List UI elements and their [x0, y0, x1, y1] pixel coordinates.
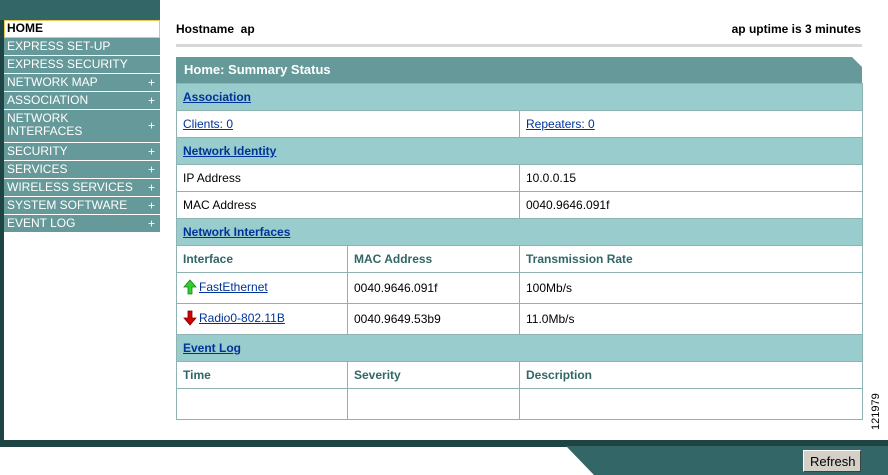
table-row	[177, 165, 863, 192]
sidebar-item-home[interactable]	[4, 20, 160, 38]
panel-title: Home: Summary Status	[176, 57, 862, 83]
network-identity-link[interactable]: Network Identity	[183, 144, 277, 158]
interface-rate: 100Mb/s	[520, 273, 863, 304]
table-header-row	[177, 362, 863, 389]
sidebar-item-label: ASSOCIATION	[7, 93, 89, 107]
mac-address-label: MAC Address	[177, 192, 520, 219]
sidebar-item-label: EXPRESS SET-UP	[7, 39, 111, 53]
hostname-label: Hostname ap	[176, 22, 255, 36]
sidebar-item-label: WIRELESS SERVICES	[7, 180, 133, 194]
expand-icon[interactable]: +	[147, 198, 155, 212]
sidebar-item-event-log[interactable]	[4, 215, 160, 233]
column-header: MAC Address	[348, 246, 520, 273]
column-header: Description	[520, 362, 863, 389]
column-header: Time	[177, 362, 348, 389]
sidebar-item-label: SECURITY	[7, 144, 68, 158]
sidebar-item-express-security[interactable]	[4, 56, 160, 74]
arrow-up-icon	[183, 279, 197, 295]
association-link[interactable]: Association	[183, 90, 252, 104]
section-association	[177, 84, 863, 111]
expand-icon[interactable]: +	[147, 93, 155, 107]
section-event-log	[177, 335, 863, 362]
sidebar-item-security[interactable]	[4, 143, 160, 161]
empty-cell	[520, 389, 863, 420]
table-row	[177, 304, 863, 335]
sidebar-item-label: SERVICES	[7, 162, 68, 176]
interface-radio-link[interactable]: Radio0-802.11B	[199, 310, 285, 325]
figure-number: 121979	[870, 393, 882, 430]
table-row	[177, 111, 863, 138]
sidebar-item-label: HOME	[7, 21, 43, 35]
sidebar-item-services[interactable]	[4, 161, 160, 179]
mac-address-value: 0040.9646.091f	[520, 192, 863, 219]
sidebar-item-express-setup[interactable]	[4, 38, 160, 56]
ip-address-value: 10.0.0.15	[520, 165, 863, 192]
arrow-down-icon	[183, 310, 197, 326]
uptime-label: ap uptime is 3 minutes	[731, 22, 861, 36]
summary-status-panel	[176, 57, 862, 420]
section-network-identity	[177, 138, 863, 165]
column-header: Transmission Rate	[520, 246, 863, 273]
column-header: Interface	[177, 246, 348, 273]
column-header: Severity	[348, 362, 520, 389]
sidebar-item-network-map[interactable]	[4, 74, 160, 92]
interface-fastethernet-link[interactable]: FastEthernet	[199, 279, 268, 294]
expand-icon[interactable]: +	[147, 162, 155, 176]
table-header-row	[177, 246, 863, 273]
expand-icon[interactable]: +	[147, 216, 155, 230]
expand-icon[interactable]: +	[147, 180, 155, 194]
header-divider	[176, 44, 862, 47]
clients-link[interactable]: Clients: 0	[183, 117, 234, 131]
interface-mac: 0040.9646.091f	[348, 273, 520, 304]
interface-mac: 0040.9649.53b9	[348, 304, 520, 335]
summary-table	[176, 83, 863, 420]
ip-address-label: IP Address	[177, 165, 520, 192]
sidebar-item-system-software[interactable]	[4, 197, 160, 215]
interface-rate: 11.0Mb/s	[520, 304, 863, 335]
expand-icon[interactable]: +	[147, 118, 155, 133]
expand-icon[interactable]: +	[147, 75, 155, 89]
empty-cell	[348, 389, 520, 420]
sidebar-item-label: NETWORK INTERFACES	[7, 111, 83, 138]
sidebar-item-wireless-services[interactable]	[4, 179, 160, 197]
sidebar-item-label: EVENT LOG	[7, 216, 76, 230]
table-row	[177, 192, 863, 219]
section-network-interfaces	[177, 219, 863, 246]
sidebar-menu	[4, 20, 160, 233]
repeaters-link[interactable]: Repeaters: 0	[526, 117, 595, 131]
sidebar-item-association[interactable]	[4, 92, 160, 110]
empty-cell	[177, 389, 348, 420]
sidebar-item-label: NETWORK MAP	[7, 75, 98, 89]
refresh-button[interactable]: Refresh	[803, 450, 861, 472]
footer-left	[0, 447, 566, 475]
sidebar-item-network-interfaces[interactable]	[4, 110, 160, 143]
sidebar-item-label: SYSTEM SOFTWARE	[7, 198, 128, 212]
event-log-link[interactable]: Event Log	[183, 341, 242, 355]
sidebar-header-tab	[0, 0, 160, 20]
footer-bar	[0, 440, 888, 447]
expand-icon[interactable]: +	[147, 144, 155, 158]
network-interfaces-link[interactable]: Network Interfaces	[183, 225, 291, 239]
table-row	[177, 273, 863, 304]
table-row	[177, 389, 863, 420]
sidebar-item-label: EXPRESS SECURITY	[7, 57, 128, 71]
